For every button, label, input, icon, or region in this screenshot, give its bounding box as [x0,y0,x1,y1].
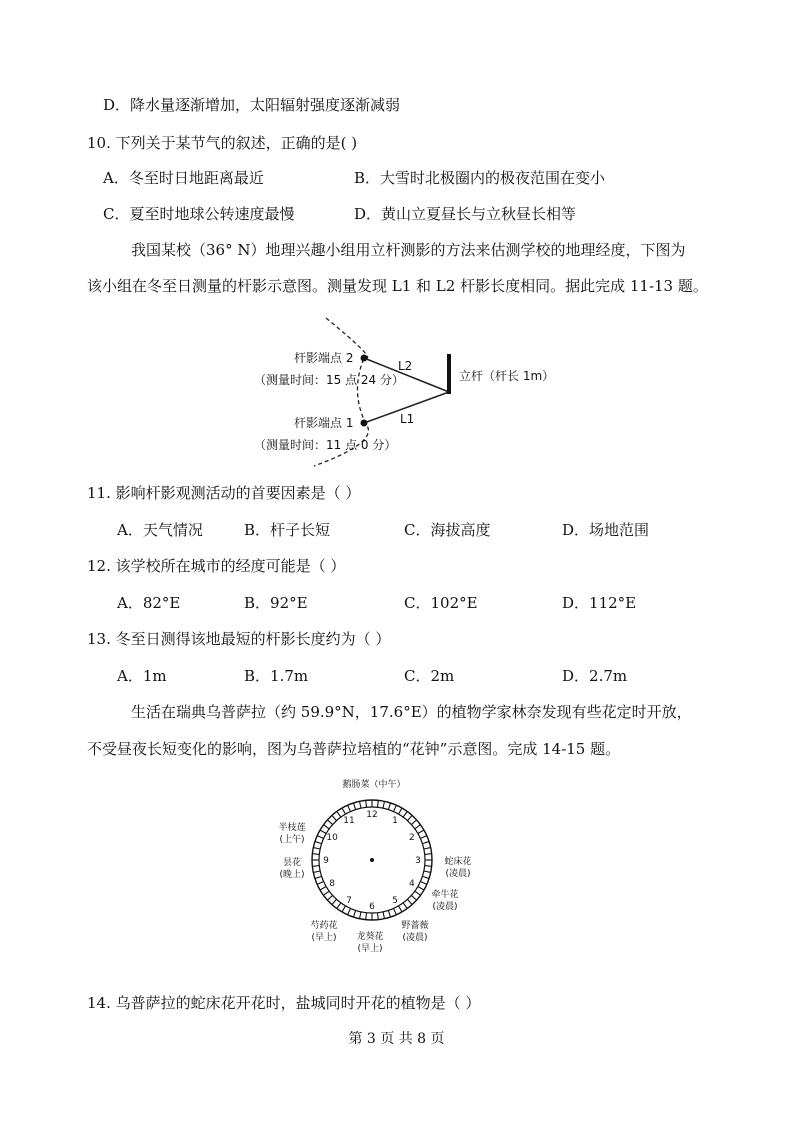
q10-option-b: B．大雪时北极圈内的极夜范围在变小 [354,169,606,187]
label-bottom-right-time: (凌晨) [402,933,428,943]
clock-number: 5 [392,895,398,906]
clock-number: 9 [323,856,329,866]
q10-option-a: A．冬至时日地距离最近 [103,169,264,187]
clock-ring-segment [425,854,432,855]
clock-ring-segment [360,801,361,808]
shadow-point-2 [361,355,368,362]
clock-ring-segment [425,866,432,867]
clock-number: 8 [329,879,336,889]
clock-ring-segment [420,836,426,839]
clock-ring-segment [313,871,320,872]
clock-number: 7 [346,895,352,906]
q13-option-d: D．2.7m [562,667,628,685]
clock-ring-segment [399,906,403,912]
clock-ring-segment [422,841,429,843]
clock-number: 10 [326,833,338,843]
label-left-top-time: (上午) [279,835,305,845]
label-bottom-left-time: (早上) [311,933,337,943]
clock-ring-segment [378,913,379,920]
clock-ring-segment [323,825,329,829]
clock-ring-segment [366,913,367,920]
clock-ring-segment [415,825,421,829]
q10-option-d: D．黄山立夏昼长与立秋昼长相等 [354,205,577,223]
clock-ring-segment [317,882,323,885]
label-bottom-left-name: 芍药花 [310,921,338,931]
clock-ring-segment [418,887,424,891]
q13-stem: 13. 冬至日测得该地最短的杆影长度约为（ ） [87,630,391,648]
label-right-name: 蛇床花 [444,857,472,867]
clock-number: 1 [392,816,398,827]
clock-ring-segment [424,871,431,872]
label-bottom-name: 龙葵花 [356,932,384,942]
passage2-line2: 不受昼夜长短变化的影响，图为乌普萨拉培植的“花钟”示意图。完成 14-15 题。 [87,740,621,758]
q13-option-a: A．1m [117,667,167,685]
pole-label: 立杆（杆长 1m） [459,369,555,383]
shadow-figure [240,312,560,472]
label-top-name: 鹅肠菜（中午） [342,780,406,790]
shadow-point-1 [361,420,368,427]
clock-ring-segment [418,830,424,834]
clock-ring-segment [394,908,397,914]
clock-number: 6 [369,902,375,912]
clock-ring-segment [348,908,351,914]
q11-option-c: C．海拔高度 [404,521,491,539]
clock-ring-segment [378,800,379,807]
clock-number: 3 [415,856,421,866]
q12-option-b: B．92°E [244,594,308,612]
clock-ring-segment [342,906,346,912]
clock-ring-segment [411,820,416,825]
label-right-low-time: (凌晨) [432,902,458,912]
label-bottom-right-name: 野蔷薇 [401,921,429,931]
clock-ring-segment [323,891,329,895]
clock-ring-segment [415,891,421,895]
clock-ring-segment [420,882,426,885]
clock-ring-segment [360,912,361,919]
label-left-top-name: 半枝莲 [278,823,306,833]
q12-option-d: D．112°E [562,594,637,612]
label-left-time: (晚上) [279,870,305,880]
clock-number: 12 [366,810,378,820]
clock-ring-segment [315,841,322,843]
point2-time: （测量时间：15 点 24 分） [254,373,404,387]
q12-stem: 12. 该学校所在城市的经度可能是（ ） [87,557,346,575]
clock-ring-segment [312,854,319,855]
q9-option-d: D．降水量逐渐增加，太阳辐射强度逐渐减弱 [103,96,401,114]
clock-ring-segment [332,899,337,904]
q11-option-a: A．天气情况 [117,521,203,539]
l1-label: L1 [400,412,415,426]
clock-ring-segment [422,876,429,878]
clock-ring-segment [337,903,341,909]
clock-ring-segment [424,848,431,849]
q10-stem: 10. 下列关于某节气的叙述，正确的是( ) [87,134,358,152]
q11-option-b: B．杆子长短 [244,521,331,539]
q13-option-b: B．1.7m [244,667,309,685]
clock-number: 4 [408,879,415,889]
q10-option-c: C．夏至时地球公转速度最慢 [103,205,295,223]
q12-option-a: A．82°E [117,594,181,612]
flower-clock-figure [270,772,480,962]
clock-ring-segment [353,803,355,810]
clock-ring-segment [327,820,332,825]
clock-ring-segment [383,801,384,808]
clock-ring-segment [366,800,367,807]
q12-option-c: C．102°E [404,594,478,612]
q14-stem: 14. 乌普萨拉的蛇床花开花时，盐城同时开花的植物是（ ） [87,994,481,1012]
clock-ring-segment [388,803,390,810]
point2-label: 杆影端点 2 [294,351,354,365]
point1-time: （测量时间：11 点 0 分） [254,438,397,452]
passage1-line1: 我国某校（36° N）地理兴趣小组用立杆测影的方法来估测学校的地理经度，下图为 [131,241,686,259]
clock-number: 11 [343,816,355,827]
clock-ring-segment [394,805,397,811]
clock-ring-segment [327,895,332,900]
clock-ring-segment [332,815,337,820]
clock-ring-segment [320,887,326,891]
q11-stem: 11. 影响杆影观测活动的首要因素是（ ） [87,484,361,502]
clock-number: 2 [408,833,415,843]
clock-center [370,858,374,862]
label-right-time: (凌晨) [445,869,471,879]
clock-ring-segment [399,808,403,814]
label-right-low-name: 牵牛花 [431,890,459,900]
clock-ring-segment [353,910,355,917]
clock-ring-segment [312,866,319,867]
point1-label: 杆影端点 1 [294,416,354,430]
clock-ring-segment [342,808,346,814]
passage2-line1: 生活在瑞典乌普萨拉（约 59.9°N，17.6°E）的植物学家林奈发现有些花定时开放， [131,703,692,721]
clock-ring-segment [403,811,407,817]
clock-ring-segment [348,805,351,811]
clock-ring-segment [315,876,322,878]
clock-ring-segment [411,895,416,900]
clock-ring-segment [388,910,390,917]
clock-ring-segment [407,899,412,904]
q11-option-d: D．场地范围 [562,521,650,539]
page-footer: 第 3 页 共 8 页 [348,1031,445,1047]
clock-ring-segment [320,830,326,834]
clock-ring-segment [317,836,323,839]
label-bottom-time: (早上) [357,944,383,954]
clock-ring-segment [407,815,412,820]
clock-ring-segment [403,903,407,909]
l2-label: L2 [398,359,413,373]
passage1-line2: 该小组在冬至日测量的杆影示意图。测量发现 L1 和 L2 杆影长度相同。据此完成 11-13 题。 [87,277,708,295]
label-left-name: 昙花 [282,858,302,868]
clock-ring-segment [383,912,384,919]
clock-ring-segment [313,848,320,849]
clock-ring-segment [337,811,341,817]
q13-option-c: C．2m [404,667,455,685]
